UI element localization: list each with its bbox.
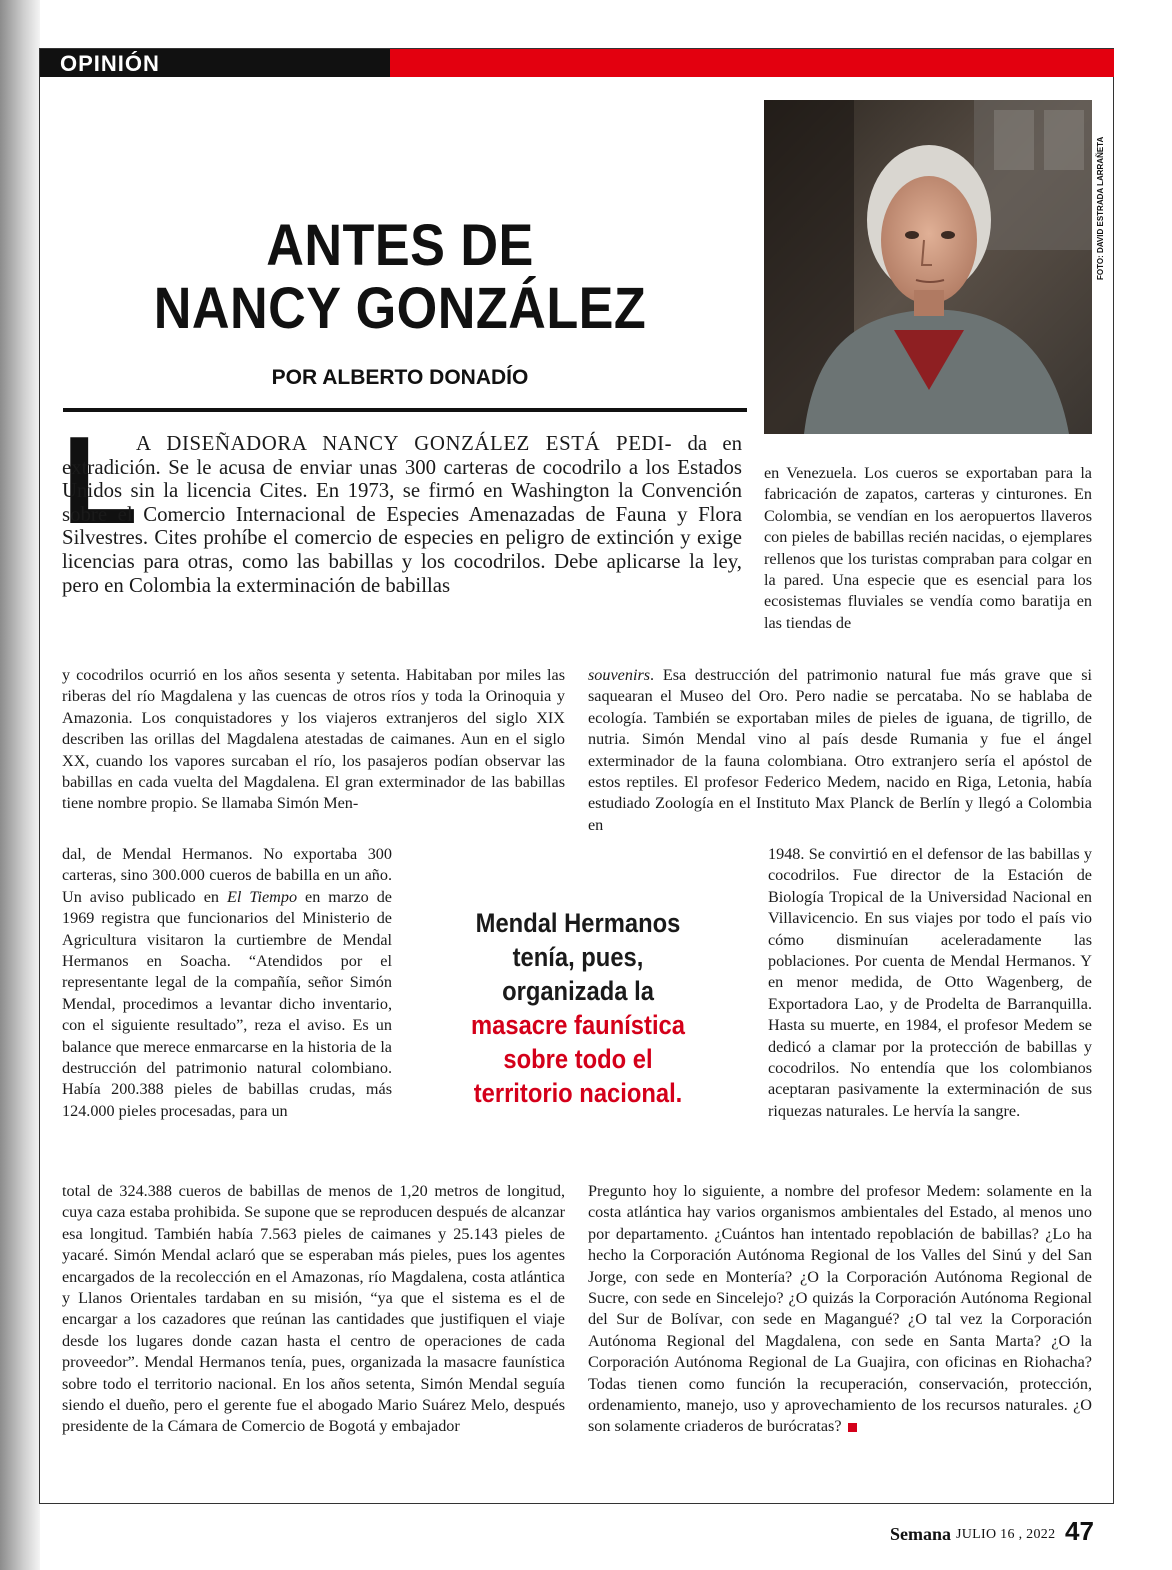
- right-column-a: [588, 665, 1092, 836]
- article-title-line-2: NANCY GONZÁLEZ: [153, 276, 647, 341]
- body-text-left-c: total de 324.388 cueros de babillas de menos de 1,20 metros de longitud, cuya caza estaba prohibida. Se supone que se reproducen después de alcanzar esa longitud. También había 7.563 pieles de caimanes y 25.143 pieles de yacaré. Simón Mendal aclaró que se esperaban más pieles, pues los agentes encargados de la recolección en el Amazonas, río Magdalena, costa atlántica y Llanos Orientales tardaban en su misión, “ya que el sistema es el de encargar a los cazadores que reúnan las cantidades que justifiquen el viaje desde los lugares donde cazan hasta el centro de operaciones de cada proveedor”. Mendal Hermanos tenía, pues, organizada la masacre faunística sobre todo el territorio nacional. En los años setenta, Simón Mendal seguía siendo el dueño, pero el gerente fue el abogado Mario Suárez Melo, después presidente de la Cámara de Comercio de Bogotá y embajador: [62, 1182, 565, 1436]
- pull-quote-red-text: masacre faunística sobre todo el territorio nacional.: [471, 1010, 685, 1108]
- article-title: [112, 214, 688, 340]
- page-number: 47: [1065, 1516, 1094, 1546]
- right-column-b: [768, 844, 1092, 1122]
- left-column-a: [62, 665, 565, 815]
- title-rule: [63, 408, 747, 412]
- body-text-left-b-2: en marzo de 1969 registra que funcionarios del Ministerio de Agricultura visitaron la curtiembre de Mendal Hermanos en Soacha. “Atendidos por el representante legal de la compañía, señor Simón Mendal, procedimos a levantar dicho inventario, con el siguiente resultado”, reza el aviso. Es un balance que merece enmarcarse en la historia de la destrucción del patrimonio natural colombiano. Había 200.388 pieles de babillas crudas, más 124.000 pieles procesadas, para un: [62, 887, 392, 1120]
- body-text-right-top: en Venezuela. Los cueros se exportaban para la fabricación de zapatos, carteras y cinturones. En Colombia, se vendían en los aeropuertos llaveros con pieles de babillas recién nacidas, o ejemplares rellenos que los turistas compraban para colgar en la pared. Una especie que es esencial para los ecosistemas fluviales se vendía como baratija en las tiendas de: [764, 464, 1092, 632]
- pull-quote: [457, 906, 700, 1110]
- issue-date: JULIO 16 , 2022: [956, 1527, 1056, 1542]
- page-gutter-shadow: [0, 0, 40, 1570]
- body-text-right-b: 1948. Se convirtió en el defensor de las babillas y cocodrilos. Fue director de la Estación de Biología Tropical de la Universidad Nacional en Villavicencio. En sus viajes por todo el país vio cómo disminuían aceleradamente las poblaciones. Por cuenta de Mendal Hermanos. Y en menor medida, de Otto Wagenberg, de Exportadora Lao, y de Prodelta de Barranquilla. Hasta su muerte, en 1984, el profesor Medem se dedicó a clamar por la protección de babillas y cocodrilos. No entendía que los colombianos aceptaran pasivamente la exterminación de sus riquezas naturales. Le hervía la sangre.: [768, 845, 1092, 1120]
- souvenirs-word: souvenirs: [588, 666, 651, 684]
- body-text-right-a: . Esa destrucción del patrimonio natural fue más grave que si saquearan el Museo del Oro. Pero nadie se percataba. No se hablaba de ecología. También se exportaban miles de pieles de iguana, de tigrillo, de nutria. Simón Mendal vino al país desde Rumania y fue el ángel exterminador de la fauna colombiana. Otro extranjero sería el apóstol de estos reptiles. El profesor Federico Medem, nacido en Riga, Letonia, había estudiado Zoología en el Instituto Max Planck de Berlín y llegó a Colombia en: [588, 666, 1092, 834]
- left-column-c: [62, 1181, 565, 1438]
- pull-quote-black-text: Mendal Hermanos tenía, pues, organizada la: [475, 908, 681, 1006]
- lead-caps-text: A DISEÑADORA NANCY GONZÁLEZ ESTÁ PEDI-: [136, 432, 673, 455]
- photo-credit: FOTO: DAVID ESTRADA LARRAÑETA: [1096, 136, 1105, 280]
- end-of-article-mark: [848, 1423, 857, 1432]
- lead-paragraph: [62, 412, 742, 597]
- magazine-name: Semana: [890, 1524, 952, 1544]
- author-photo: [764, 100, 1092, 434]
- newspaper-name: El Tiempo: [227, 887, 298, 906]
- author-portrait-image: [764, 100, 1092, 434]
- right-column-c: [588, 1181, 1092, 1438]
- body-text-left-a: y cocodrilos ocurrió en los años sesenta y setenta. Habitaban por miles las riberas del río Magdalena y las cuencas de otros ríos y toda la Orinoquia y Amazonia. Los conquistadores y los viajeros extranjeros del siglo XIX describen las orillas del Magdalena atestadas de caimanes. Aun en el siglo XX, cuando los vapores surcaban el río, los pasajeros podían observar las babillas en cada vuelta del Magdalena. El gran exterminador de las babillas tiene nombre propio. Se llamaba Simón Men-: [62, 666, 565, 813]
- body-text-left-b-1: dal, de Mendal Hermanos. No exportaba 300 carteras, sino 300.000 cueros de babilla en un año. Un aviso publicado en: [62, 845, 392, 906]
- article-byline: POR ALBERTO DONADÍO: [271, 366, 529, 389]
- article-title-line-1: ANTES DE: [266, 213, 534, 278]
- section-label: OPINIÓN: [60, 51, 160, 76]
- lead-body-text: da en extradición. Se le acusa de enviar unas 300 carteras de cocodrilo a los Estados Unidos sin la licencia Cites. En 1973, se firmó en Washington la Convención sobre el Comercio Internacional de Especies Amenazadas de Fauna y Flora Silvestres. Cites prohíbe el comercio de especies en peligro de extinción y exige licencias para otras, como las babillas y los cocodrilos. Debe aplicarse la ley, pero en Colombia la exterminación de babillas: [62, 432, 742, 597]
- left-column-b: [62, 844, 392, 1122]
- section-bar-red: [390, 49, 1114, 77]
- body-text-right-c: Pregunto hoy lo siguiente, a nombre del profesor Medem: solamente en la costa atlántica hay varios organismos ambientales del Estado, al menos uno por departamento. ¿Cuántos han intentado repoblación de babillas? ¿Lo ha hecho la Corporación Autónoma Regional de los Valles del Sinú y del San Jorge, con sede en Montería? ¿O la Corporación Autónoma Regional de Sucre, con sede en Sincelejo? ¿O quizás la Corporación Autónoma Regional del Sur de Bolívar, con sede en Magangué? ¿O tal vez la Corporación Autónoma Regional del Magdalena, con sede en Santa Marta? ¿O la Corporación Autónoma Regional de La Guajira, con oficinas en Riohacha? Todas tienen como función la recuperación, conservación, protección, ordenamiento, manejo, uso y aprovechamiento de los recursos naturales. ¿O son solamente criaderos de burócratas?: [588, 1182, 1092, 1436]
- right-column-top: [764, 463, 1092, 634]
- drop-cap: L: [62, 412, 138, 550]
